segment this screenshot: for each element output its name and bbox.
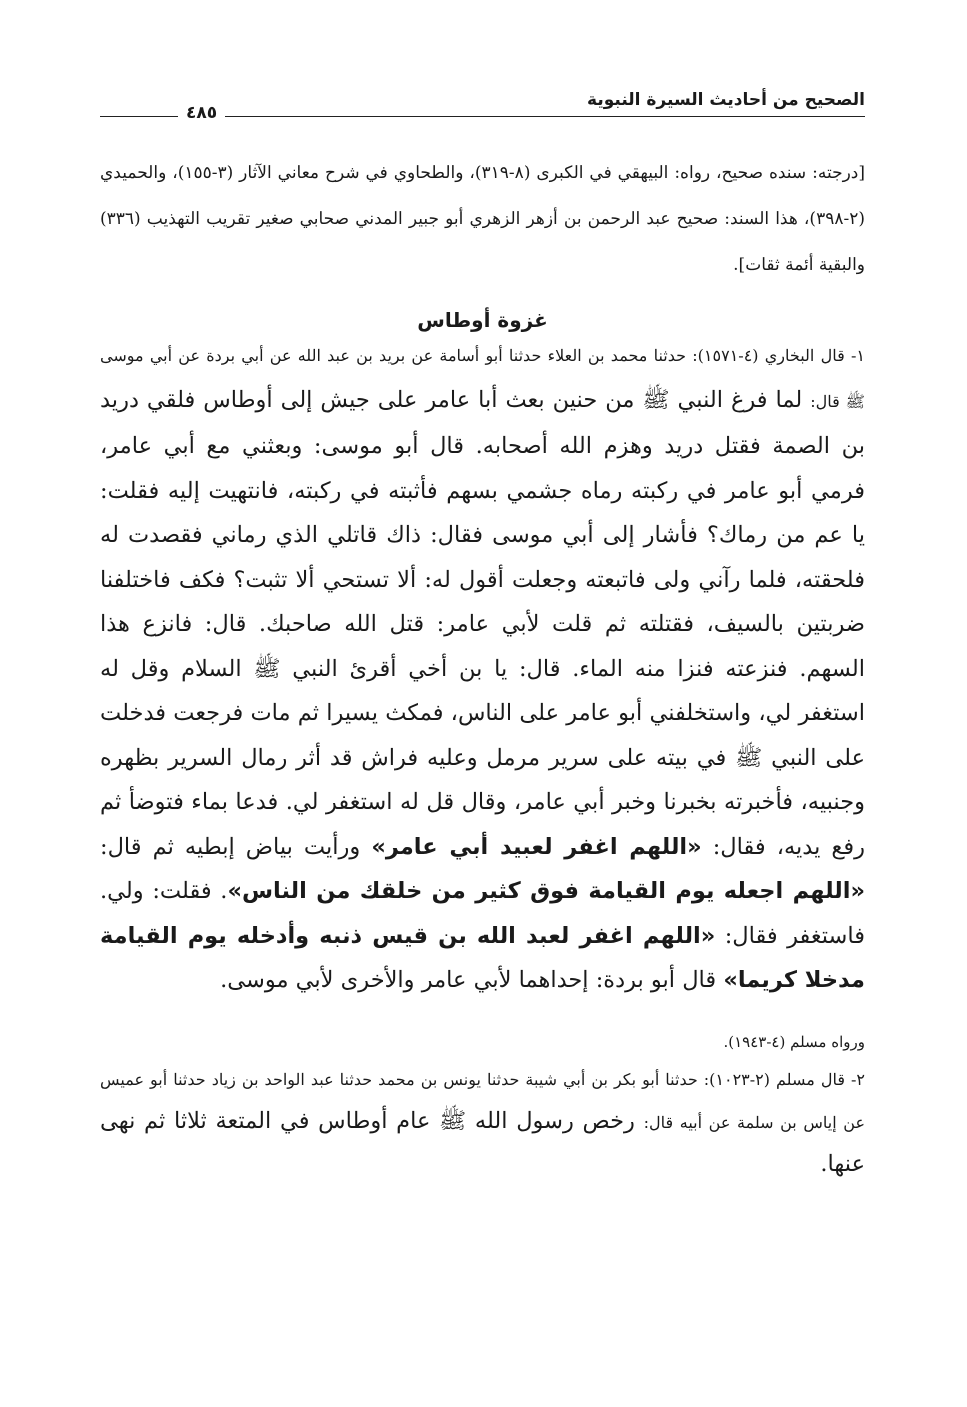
grading-note: [درجته: سنده صحيح، رواه: البيهقي في الكبرى (٨-٣١٩)، والطحاوي في شرح معاني الآثار (٣-١٥٥)، والحميدي (٢-٣٩٨)، هذا السند: صحيح عبد الرحمن بن أزهر الزهري أبو جبير المدني صحابي صغير تقريب التهذيب (٣٣٦) والبقية أئمة ثقات]. — [100, 163, 865, 275]
hadith-2-isnad: ٢- قال مسلم (٢-١٠٢٣): حدثنا أبو بكر بن أبي شيبة حدثنا يونس بن محمد حدثنا عبد الواحد بن زياد حدثنا أبو عميس عن إياس بن سلمة عن أبيه قال: — [100, 1069, 866, 1132]
book-title: الصحيح من أحاديث السيرة النبوية — [587, 90, 865, 110]
hadith-1-matn-3: . فقلت: ولي. فاستغفر فقال: — [100, 878, 865, 949]
hadith-2 — [100, 1057, 865, 1185]
hadith-1-matn-1: لما فرغ النبي ﷺ من حنين بعث أبا عامر على جيش إلى أوطاس فلقي دريد بن الصمة فقتل دريد وهزم الله أصحابه. قال أبو موسى: وبعثني مع أبي عامر، فرمي أبو عامر في ركبته رماه جشمي بسهم فأثبته في ركبته، فانتهيت إليه فقلت: يا عم من رماك؟ فأشار إلى أبي موسى فقال: ذاك قاتلي الذي رماني فقصدت له فلحقته، فلما رآني ولى فاتبعته وجعلت أقول له: ألا تستحي ألا تثبت؟ فكف فاختلفنا ضربتين بالسيف، فقتلته ثم قلت لأبي عامر: قتل الله صاحبك. قال: فانزع هذا السهم. فنزعته فنزا منه الماء. قال: يا بن أخي أقرئ النبي ﷺ السلام وقل له استغفر لي، واستخلفني أبو عامر على الناس، فمكث يسيرا ثم مات فرجعت فدخلت على النبي ﷺ في بيته على سرير مرمل وعليه فراش قد أثر رمال السرير بظهره وجنبيه، فأخبرته بخبرنا وخبر أبي عامر، وقال قل له استغفر لي. فدعا بماء فتوضأ ثم رفع يديه، فقال: — [100, 387, 866, 860]
section-title: غزوة أوطاس — [417, 308, 548, 332]
hadith-1-dua-1: «اللهم اغفر لعبيد أبي عامر» — [371, 833, 702, 860]
hadith-2-matn: رخص رسول الله ﷺ عام أوطاس في المتعة ثلاثا ثم نهى عنها. — [100, 1107, 865, 1177]
hadith-1-dua-2: «اللهم اجعله يوم القيامة فوق كثير من خلقك من الناس» — [227, 878, 865, 904]
hadith-1 — [100, 332, 865, 1003]
hadith-1-matn-4: قال أبو بردة: إحداهما لأبي عامر والأخرى لأبي موسى. — [220, 967, 717, 993]
hadith-1-isnad: ١- قال البخاري (٤-١٥٧١): حدثنا محمد بن العلاء حدثنا أبو أسامة عن بريد بن عبد الله عن أبي بردة عن أبي موسى ﷺ قال: — [100, 346, 866, 411]
source-note: ورواه مسلم (٤-١٩٤٣). — [723, 1032, 865, 1051]
hadith-1-text — [100, 332, 865, 1003]
page-number: ٤٨٥ — [178, 103, 225, 123]
hadith-1-matn-2: ورأيت بياض إبطيه ثم قال: — [100, 833, 361, 860]
page-header — [100, 80, 865, 130]
book-page — [100, 80, 865, 1380]
hadith-2-text — [100, 1057, 865, 1185]
hadith-1-dua-3: «اللهم اغفر لعبد الله بن قيس ذنبه وأدخله يوم القيامة مدخلا كريما» — [100, 922, 865, 993]
